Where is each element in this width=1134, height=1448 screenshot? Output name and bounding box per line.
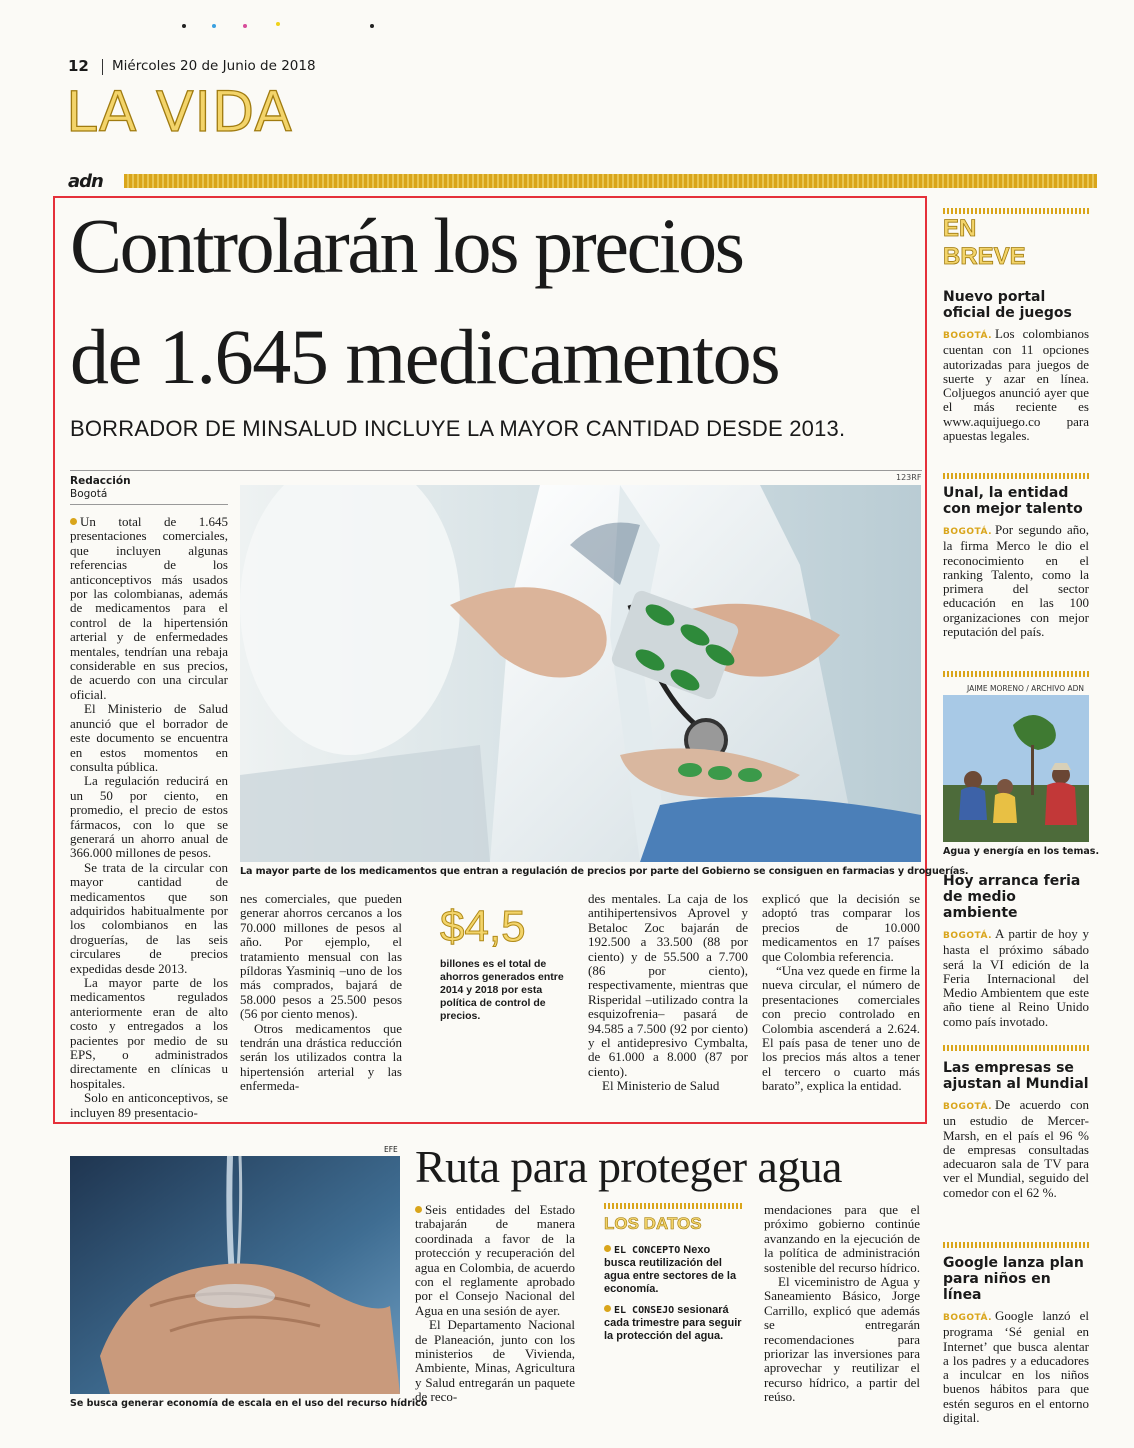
- second-article-column-3: [764, 1203, 920, 1405]
- brief-text: De acuerdo con un estudio de Mercer- Marsh, en el país el 96 % de empresas consultadas adecuaron sala de TV para ver el Mundial, seguido del comedor con el 62 %.: [943, 1097, 1089, 1200]
- sidebar-top-rule: [943, 208, 1089, 214]
- data-box-title: LOS DATOS: [604, 1214, 702, 1233]
- data-box-text: sesionará cada trimestre para seguir la protección del agua.: [604, 1304, 742, 1342]
- water-photo-credit: EFE: [384, 1145, 398, 1154]
- main-photo: [240, 485, 921, 862]
- brief-text: A partir de hoy y hasta el próximo sábado será la VI edición de la Feria Internacional del Medio Ambientem que este año tiene al Reino Unido como país invotado.: [943, 926, 1089, 1029]
- data-box-text: Nexo busca reutilización del agua entre sectores de la economía.: [604, 1244, 737, 1295]
- brief-item: [943, 1255, 1089, 1425]
- registration-mark-magenta: [243, 24, 247, 28]
- brief-city: BOGOTÁ.: [943, 527, 993, 537]
- brief-city: BOGOTÁ.: [943, 1313, 993, 1323]
- brief-item: [943, 873, 1089, 1029]
- header-divider: [102, 59, 103, 75]
- paragraph: La regulación reducirá en un 50 por ciento, en promedio, el precio de estos fármacos, con lo que se generará un ahorro anual de 366.000 millones de pesos.: [70, 773, 228, 861]
- brief-title: Nuevo portal oficial de juegos: [943, 289, 1072, 321]
- registration-mark-yellow: [276, 22, 280, 26]
- registration-mark-black-2: [370, 24, 374, 28]
- hand-water-illustration: [70, 1156, 400, 1394]
- brief-city: BOGOTÁ.: [943, 1102, 993, 1112]
- paragraph: El Ministerio de Salud: [602, 1078, 720, 1094]
- brief-title: Las empresas se ajustan al Mundial: [943, 1060, 1089, 1092]
- subheadline-rule: [70, 470, 922, 471]
- paragraph: Solo en anticonceptivos, se incluyen 89 presentacio-: [70, 1090, 228, 1120]
- paragraph: El Ministerio de Salud anunció que el borrador de este documento se encuentra en estos momentos en consulta pública.: [70, 701, 228, 774]
- paragraph: La mayor parte de los medicamentos regulados anteriormente eran de alto costo y entregados a los pacientes por medio de su EPS, o administrados directamente en clínicas u hospitales.: [70, 975, 228, 1091]
- main-photo-credit: 123RF: [896, 473, 922, 482]
- brand-logo: adn: [68, 171, 103, 192]
- paragraph: mendaciones para que el próximo gobierno continúe avanzando en la ejecución de la política de administración sostenible del recurso hídrico.: [764, 1202, 920, 1275]
- data-box-item: [604, 1304, 744, 1343]
- sidebar-title-line2: BREVE: [943, 243, 1026, 270]
- data-box: [604, 1203, 744, 1343]
- brief-text: Google lanzó el programa ‘Sé genial en Internet’ que busca alentar a los padres y a educadores a inculcar en los niños buenos hábitos para que estén seguros en el entorno digital.: [943, 1308, 1089, 1426]
- brief-divider: [943, 1242, 1089, 1248]
- main-headline-line1: Controlarán los precios: [70, 202, 743, 289]
- doctor-pills-illustration: [240, 485, 921, 862]
- main-article-column-1: [70, 515, 228, 1120]
- main-headline-line2: de 1.645 medicamentos: [70, 313, 780, 400]
- data-box-label: EL CONSEJO: [614, 1305, 675, 1316]
- page-number: 12: [68, 57, 89, 75]
- brief-city: BOGOTÁ.: [943, 331, 993, 341]
- brief-item: [943, 1060, 1089, 1200]
- brief-text: Los colombianos cuentan con 11 opciones autorizadas para juegos de suerte y azar en línea. Coljuegos anunció ayer que el más reciente es www.aquijuego.co para apuestas legales.: [943, 326, 1089, 444]
- main-subheadline: BORRADOR DE MINSALUD INCLUYE LA MAYOR CANTIDAD DESDE 2013.: [70, 416, 846, 441]
- registration-mark-cyan: [212, 24, 216, 28]
- main-article-column-2: [240, 892, 402, 1094]
- byline-rule: [70, 504, 228, 505]
- registration-mark-black: [182, 24, 186, 28]
- paragraph: El viceministro de Agua y Saneamiento Básico, Jorge Carrillo, explicó que además se entregarán recomendaciones para priorizar las inversiones para aprovechar y reutilizar el recurso hídrico, a partir del reúso.: [764, 1274, 920, 1405]
- brief-divider: [943, 1045, 1089, 1051]
- brief-item: [943, 485, 1089, 639]
- paragraph: “Una vez quede en firme la nueva circular, el número de presentaciones comerciales con precio controlado en Colombia ascenderá a 2.624. El país pasa de tener uno de los precios más altos a tener el tercero o cuarto más barato”, explica la entidad.: [762, 963, 920, 1094]
- brief-divider: [943, 671, 1089, 677]
- section-title: LA VIDA: [66, 80, 293, 144]
- sidebar-photo-caption: Agua y energía en los temas.: [943, 846, 1100, 857]
- data-box-rule: [604, 1203, 744, 1209]
- brief-title: Google lanza plan para niños en línea: [943, 1255, 1084, 1303]
- stat-caption: billones es el total de ahorros generados entre 2014 y 2018 por esta política de control de precios.: [440, 958, 564, 1022]
- paragraph: Se trata de la circular con mayor cantidad de medicamentos que son adquiridos habitualmente por los colombianos en las droguerías, de las seis circulares de precios expedidas desde 2013.: [70, 859, 228, 976]
- byline-name: Redacción: [70, 475, 131, 487]
- byline-city: Bogotá: [70, 488, 108, 500]
- brief-text: Por segundo año, la firma Merco le dio el reconocimiento en el ranking Talento, como la primera del sector educación en las 100 organizaciones con mejor reputación del país.: [943, 522, 1089, 640]
- brief-item: [943, 289, 1089, 443]
- planting-trees-illustration: [943, 695, 1089, 842]
- paragraph: nes comerciales, que pueden generar ahorros cercanos a los 70.000 millones de pesos al año. Por ejemplo, el tratamiento mensual con las píldoras Yasminiq –uno de los más comprados, bajará de 58.000 pesos a 25.500 pesos (56 por ciento menos).: [240, 891, 402, 1022]
- paragraph: Seis entidades del Estado trabajarán de manera coordinada a favor de la protección y recuperación del agua en Colombia, de acuerdo con el reglamente aprobado por el Consejo Nacional del Agua en una sesión de ayer.: [415, 1202, 575, 1318]
- bullet-icon: [70, 518, 77, 525]
- paragraph: Un total de 1.645 presentaciones comerciales, que incluyen algunas referencias de los anticonceptivos más usados por las colombianas, además de medicamentos para el control de la hipertensión arterial y de enfermedades mentales, tendrían una rebaja considerable en sus precios, de acuerdo con una circular oficial.: [70, 514, 228, 702]
- data-box-label: EL CONCEPTO: [614, 1245, 681, 1256]
- bullet-icon: [604, 1245, 611, 1252]
- brief-city: BOGOTÁ.: [943, 931, 993, 941]
- stat-value: $4,5: [440, 902, 526, 951]
- main-photo-caption: La mayor parte de los medicamentos que entran a regulación de precios por parte del Gobierno se consiguen en farmacias y droguerías.: [240, 866, 969, 877]
- sidebar-photo-credit: JAIME MORENO / ARCHIVO ADN: [967, 684, 1085, 693]
- water-photo-caption: Se busca generar economía de escala en el uso del recurso hídrico: [70, 1398, 428, 1409]
- paragraph: explicó que la decisión se adoptó tras comparar los precios de 10.000 medicamentos en 17 países que Colombia referencia.: [762, 891, 920, 964]
- bullet-icon: [415, 1206, 422, 1213]
- brief-divider: [943, 473, 1089, 479]
- water-photo: [70, 1156, 400, 1394]
- sidebar-photo: [943, 695, 1089, 842]
- paragraph: des mentales. La caja de los antihipertensivos Aprovel y Betaloc Zoc bajarán de 192.500 a 33.500 (88 por ciento) y de 55.500 a 7.700 (86 por ciento), respectivamente, mientras que Risperidal –utilizado contra la esquizofrenia– pasará de 94.585 a 7.500 (92 por ciento) y el antidepresivo Cymbalta, de 61.000 a 8.000 (87 por ciento).: [588, 891, 748, 1079]
- brief-title: Unal, la entidad con mejor talento: [943, 485, 1083, 517]
- paragraph: Otros medicamentos que tendrán una drástica reducción serán los utilizados contra la hipertensión arterial y las enfermeda-: [240, 1020, 402, 1094]
- brief-title: Hoy arranca feria de medio ambiente: [943, 873, 1081, 921]
- second-headline: Ruta para proteger agua: [415, 1141, 842, 1192]
- page-date: Miércoles 20 de Junio de 2018: [112, 58, 316, 74]
- data-box-item: [604, 1244, 744, 1296]
- header-rule: [124, 174, 1097, 188]
- main-article-column-4: [762, 892, 920, 1094]
- sidebar-title-line1: EN: [943, 215, 977, 242]
- bullet-icon: [604, 1305, 611, 1312]
- main-article-column-3: [588, 892, 748, 1094]
- second-article-column-1: [415, 1203, 575, 1405]
- paragraph: El Departamento Nacional de Planeación, junto con los ministerios de Vivienda, Ambiente, Minas, Agricultura y Salud entregarán un paquete de reco-: [415, 1317, 575, 1405]
